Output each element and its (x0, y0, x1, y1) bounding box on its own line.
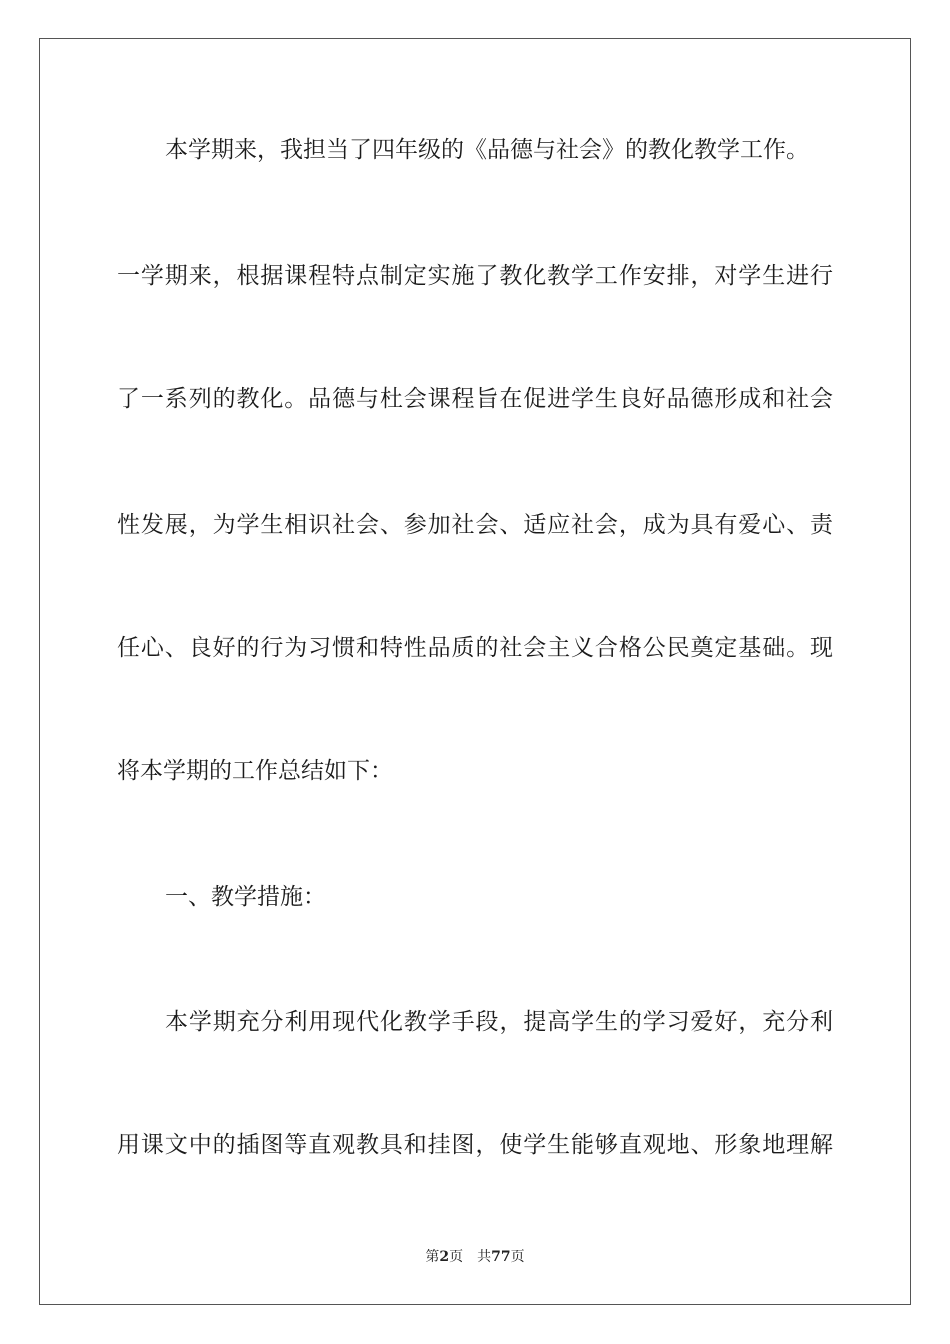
page-footer (0, 1248, 950, 1266)
paragraph-line-6: 将本学期的工作总结如下： (117, 758, 393, 784)
total-pages: 77 (491, 1249, 511, 1265)
paragraph-line-2: 一学期来，根据课程特点制定实施了教化教学工作安排，对学生进行 (117, 263, 833, 289)
paragraph-line-3: 了一系列的教化。品德与杜会课程旨在促进学生良好品德形成和社会 (117, 386, 833, 412)
total-suffix: 页 (510, 1249, 525, 1265)
paragraph-line-5: 任心、良好的行为习惯和特性品质的社会主义合格公民奠定基础。现 (117, 635, 833, 661)
total-prefix: 共 (477, 1249, 492, 1265)
paragraph-line-4: 性发展，为学生相识社会、参加社会、适应社会，成为具有爱心、责 (117, 512, 833, 538)
page-border (39, 38, 911, 1305)
paragraph-line-1: 本学期来，我担当了四年级的《品德与社会》的教化教学工作。 (165, 137, 809, 163)
section-heading: 一、教学措施： (165, 884, 326, 910)
page-suffix: 页 (449, 1249, 464, 1265)
page-number: 2 (439, 1249, 450, 1265)
paragraph-line-9: 用课文中的插图等直观教具和挂图，使学生能够直观地、形象地理解 (117, 1132, 833, 1158)
page-prefix: 第 (425, 1249, 440, 1265)
paragraph-line-8: 本学期充分利用现代化教学手段，提高学生的学习爱好，充分利 (165, 1009, 833, 1035)
